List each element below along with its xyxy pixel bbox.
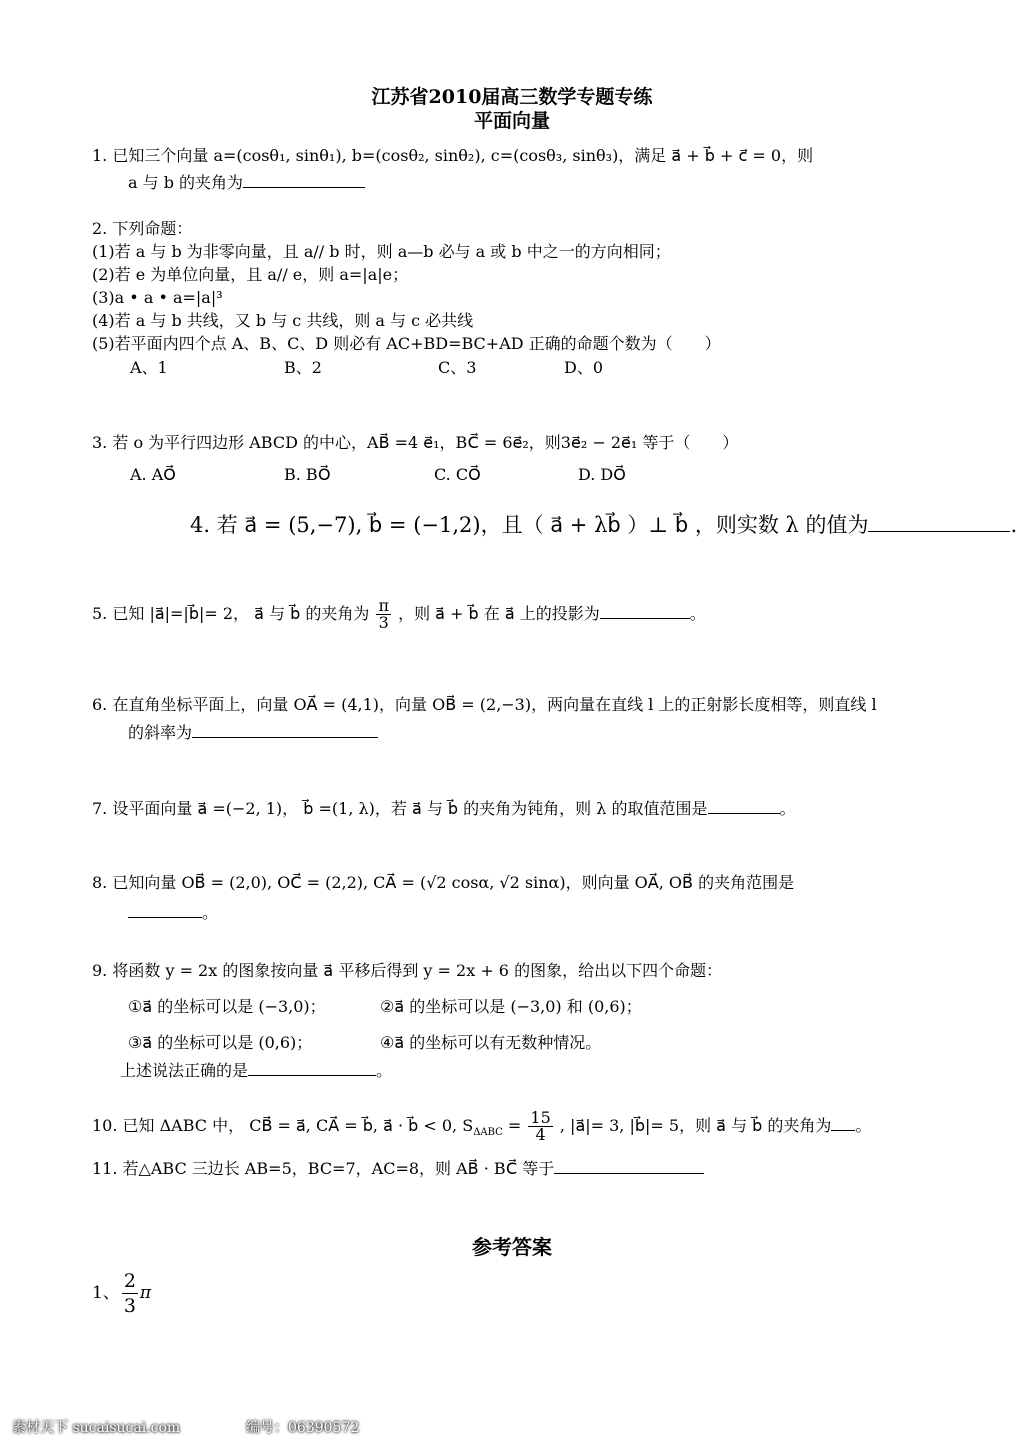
question-10-eq: = [502,1116,522,1135]
question-2-option-a: A、1 [130,358,168,377]
answer-1-suffix: π [139,1283,152,1303]
question-9-item-3: ③a⃗ 的坐标可以是 (0,6)； [128,1033,313,1052]
answer-blank-8[interactable] [128,903,202,918]
question-3-option-a: A. AO⃗ [130,465,176,484]
question-2-option-c: C、3 [438,358,477,377]
answer-blank-11[interactable] [554,1159,704,1174]
question-4-end: . [1010,513,1018,537]
question-7-text: 7. 设平面向量 a⃗ =(−2, 1)， b⃗ =(1, λ)，若 a⃗ 与 b⃗ 的夹角为钝角，则 λ 的取值范围是 [92,799,708,818]
question-2-item-4: (4)若 a 与 b 共线，又 b 与 c 共线，则 a 与 c 必共线 [92,311,474,330]
question-3-option-d: D. DO⃗ [578,465,626,484]
question-10-sub: ΔABC [473,1127,503,1139]
question-5-before: 5. 已知 |a⃗|=|b⃗|= 2， a⃗ 与 b⃗ 的夹角为 [92,604,370,623]
question-10 [92,1110,871,1148]
watermark-left: 素材天下 sucaisucai.com [12,1420,181,1436]
question-6-line1: 6. 在直角坐标平面上，向量 OA⃗ = (4,1)，向量 OB⃗ = (2,−3)，两向量在直线 l 上的正射影长度相等，则直线 l [92,695,877,714]
watermark-bar [0,1414,1024,1442]
question-5-frac-den: 3 [378,613,389,632]
answer-blank-5[interactable] [600,604,690,619]
question-5-after: ，则 a⃗ + b⃗ 在 a⃗ 上的投影为 [398,604,600,623]
question-8-line2 [128,902,218,924]
question-2-item-2: (2)若 e 为单位向量，且 a// e，则 a=|a|e； [92,265,409,284]
answer-1-den: 3 [123,1295,136,1317]
question-10-after: , |a⃗|= 3, |b⃗|= 5，则 a⃗ 与 b⃗ 的夹角为 [559,1116,832,1135]
question-6-line2-text: 的斜率为 [128,723,193,742]
answer-blank-10[interactable] [831,1116,855,1131]
answer-blank-6[interactable] [192,723,378,738]
question-8-end: 。 [202,903,219,922]
page-title: 江苏省2010届高三数学专题专练 [371,86,653,108]
question-9-conclusion [120,1060,392,1082]
question-3-stem: 3. 若 o 为平行四边形 ABCD 的中心，AB⃗ =4 e⃗₁，BC⃗ = 6e⃗₂，则3e⃗₂ − 2e⃗₁ 等于（ ） [92,433,739,452]
answer-1-label: 1、 [92,1283,120,1303]
question-10-frac-num: 15 [530,1108,551,1127]
question-6-line2 [128,722,378,744]
answer-blank-1[interactable] [243,173,365,188]
question-1-line2 [128,172,365,194]
watermark-right: 编号：06390572 [246,1420,360,1436]
question-2-item-1: (1)若 a 与 b 为非零向量，且 a// b 时，则 a—b 必与 a 或 b 中之一的方向相同； [92,242,671,261]
question-3-option-b: B. BO⃗ [284,465,331,484]
question-10-end: 。 [855,1116,872,1135]
question-2-item-5: (5)若平面内四个点 A、B、C、D 则必有 AC+BD=BC+AD 正确的命题个数为（ ） [92,334,721,353]
question-1-line2-text: a 与 b 的夹角为 [128,173,244,192]
question-11 [92,1158,704,1180]
question-5-fraction [376,598,391,631]
question-3-option-c: C. CO⃗ [434,465,481,484]
answer-blank-9[interactable] [248,1061,376,1076]
question-10-fraction [528,1110,552,1143]
question-9-item-2: ②a⃗ 的坐标可以是 (−3,0) 和 (0,6)； [380,997,642,1016]
question-2-item-3: (3)a • a • a=|a|³ [92,288,223,307]
question-10-frac-den: 4 [535,1125,546,1144]
answer-1 [92,1268,151,1318]
question-10-before: 10. 已知 ΔABC 中， CB⃗ = a⃗, CA⃗ = b⃗, a⃗ · b⃗ < 0, S [92,1116,474,1135]
question-5 [92,598,706,631]
question-9-item-1: ①a⃗ 的坐标可以是 (−3,0)； [128,997,326,1016]
question-5-end: 。 [689,604,706,623]
question-2-stem: 2. 下列命题： [92,219,193,238]
question-9-conclusion-text: 上述说法正确的是 [120,1061,249,1080]
question-8-line1: 8. 已知向量 OB⃗ = (2,0), OC⃗ = (2,2), CA⃗ = (√2 cosα, √2 sinα)，则向量 OA⃗, OB⃗ 的夹角范围是 [92,873,795,892]
question-1-line1: 1. 已知三个向量 a=(cosθ₁, sinθ₁), b=(cosθ₂, sinθ₂), c=(cosθ₃, sinθ₃)，满足 a⃗ + b⃗ + c⃗ = 0，则 [92,146,814,165]
answer-blank-7[interactable] [708,799,780,814]
question-9-end: 。 [376,1061,393,1080]
question-7-end: 。 [779,799,796,818]
question-4 [190,513,1017,536]
question-7 [92,798,796,820]
answer-blank-4[interactable] [868,513,1010,532]
answer-1-fraction [122,1269,138,1318]
page-subtitle: 平面向量 [473,110,550,132]
answer-1-num: 2 [123,1270,136,1292]
question-9-item-4: ④a⃗ 的坐标可以有无数种情况。 [380,1033,602,1052]
question-2-option-d: D、0 [564,358,604,377]
question-9-stem: 9. 将函数 y = 2x 的图象按向量 a⃗ 平移后得到 y = 2x + 6 的图象，给出以下四个命题： [92,961,723,980]
answers-heading: 参考答案 [472,1235,552,1259]
question-5-frac-num: π [378,596,389,615]
question-11-text: 11. 若△ABC 三边长 AB=5，BC=7，AC=8，则 AB⃗ · BC⃗ 等于 [92,1159,555,1178]
question-4-text: 4. 若 a⃗ = (5,−7), b⃗ = (−1,2)，且（ a⃗ + λb⃗ ）⊥ b⃗ ，则实数 λ 的值为 [190,513,869,537]
question-2-option-b: B、2 [284,358,322,377]
